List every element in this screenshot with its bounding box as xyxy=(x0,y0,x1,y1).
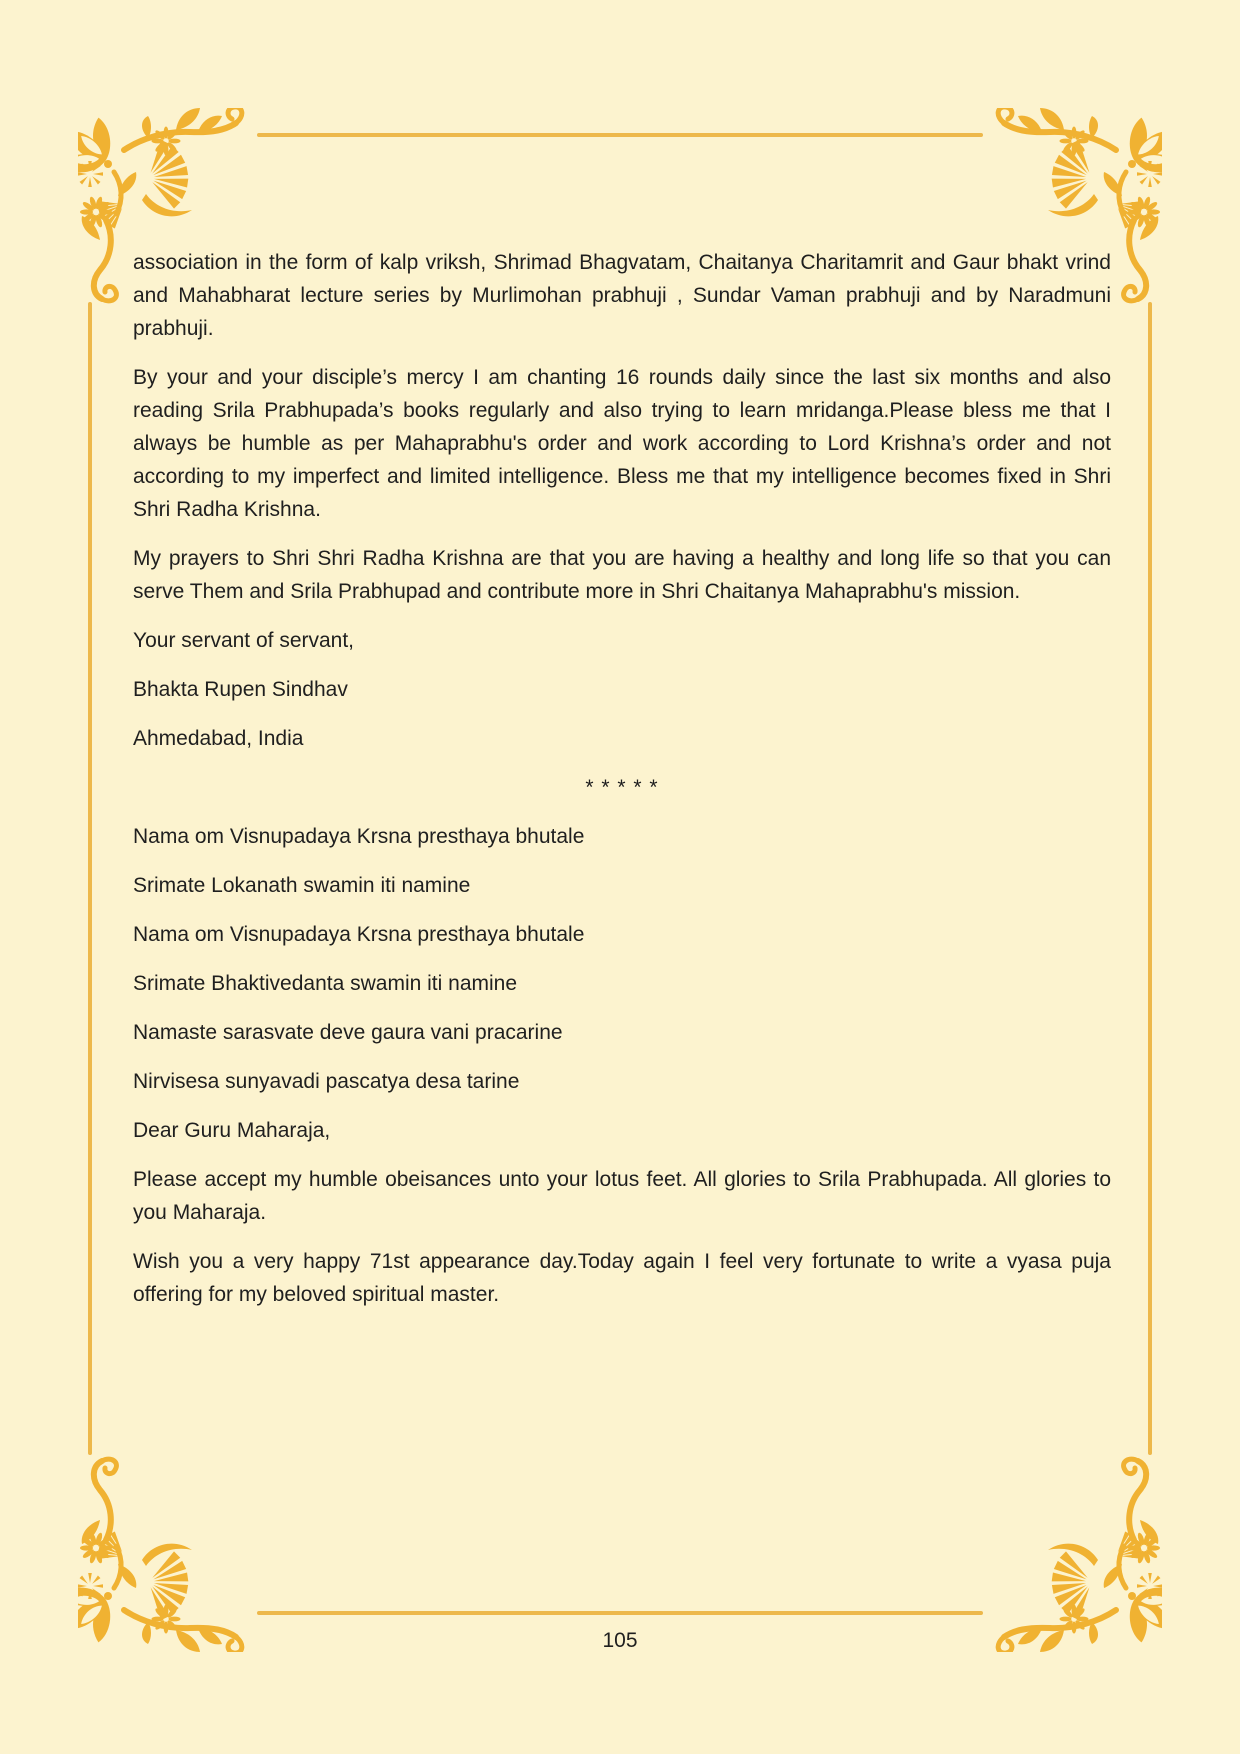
mantra-line-4: Srimate Bhaktivedanta swamin iti namine xyxy=(133,972,518,995)
page-number: 105 xyxy=(602,1629,638,1652)
signature-location: Ahmedabad, India xyxy=(133,727,304,750)
mantra-line-6: Nirvisesa sunyavadi pascatya desa tarine xyxy=(133,1070,520,1093)
frame-line-right xyxy=(1148,302,1152,1455)
signature-name: Bhakta Rupen Sindhav xyxy=(133,678,348,701)
floral-corner-ornament-bottom-right-icon xyxy=(978,1452,1162,1652)
paragraph-appearance-day: Wish you a very happy 71st appearance day.Today again I feel very fortunate to write a vyasa puja offering for my beloved spiritual master. xyxy=(133,1250,1111,1306)
signature-closing: Your servant of servant, xyxy=(133,629,355,652)
mantra-line-2: Srimate Lokanath swamin iti namine xyxy=(133,874,471,897)
frame-line-left xyxy=(88,302,92,1455)
paragraph-obeisances: Please accept my humble obeisances unto your lotus feet. All glories to Srila Prabhupada. All glories to you Maharaja. xyxy=(133,1168,1111,1224)
paragraph-chanting: By your and your disciple’s mercy I am chanting 16 rounds daily since the last six months and also reading Srila Prabhupada’s books regularly and also trying to learn mridanga.Please bless me that I always be humble as per Mahaprabhu's order and work according to Lord Krishna’s order and not according to my imperfect and limited intelligence. Bless me that my intelligence becomes fixed in Shri Shri Radha Krishna. xyxy=(133,366,1111,521)
page-content xyxy=(133,246,1111,1327)
frame-line-top xyxy=(257,133,983,137)
mantra-line-3: Nama om Visnupadaya Krsna presthaya bhutale xyxy=(133,923,585,946)
mantra-line-5: Namaste sarasvate deve gaura vani pracarine xyxy=(133,1021,563,1044)
mantra-line-1: Nama om Visnupadaya Krsna presthaya bhutale xyxy=(133,825,585,848)
section-separator: * * * * * xyxy=(585,776,659,799)
paragraph-association: association in the form of kalp vriksh, Shrimad Bhagvatam, Chaitanya Charitamrit and Gaur bhakt vrind and Mahabharat lecture series by Murlimohan prabhuji , Sundar Vaman prabhuji and by Naradmuni prabhuji. xyxy=(133,251,1111,340)
salutation: Dear Guru Maharaja, xyxy=(133,1119,331,1142)
floral-corner-ornament-bottom-left-icon xyxy=(78,1452,262,1652)
paragraph-prayers: My prayers to Shri Shri Radha Krishna are that you are having a healthy and long life so that you can serve Them and Srila Prabhupad and contribute more in Shri Chaitanya Mahaprabhu's mission. xyxy=(133,547,1111,603)
frame-line-bottom xyxy=(257,1611,983,1615)
